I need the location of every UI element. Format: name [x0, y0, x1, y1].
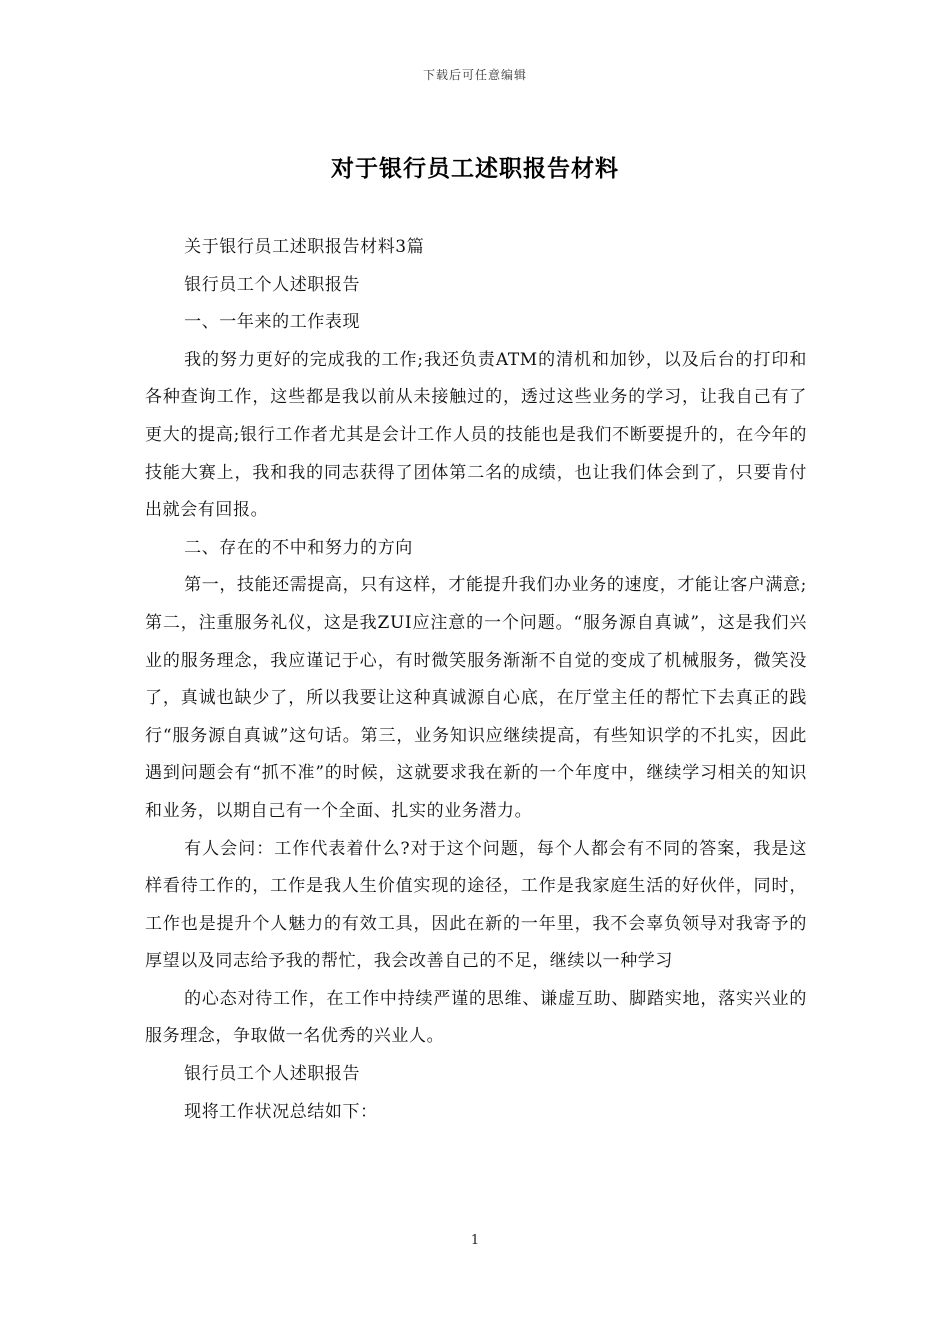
paragraph-heading-performance: 一、一年来的工作表现 — [184, 312, 361, 333]
paragraph-shortcomings: 第一，技能还需提高，只有这样，才能提升我们办业务的速度，才能让客户满意;第二，注重服务礼仪，这是我ZUI应注意的一个问题。“服务源自真诚”，这是我们兴业的服务理念，我应谨记于心，有时微笑服务渐渐不自觉的变成了机械服务，微笑没了，真诚也缺少了，所以我要让这种真诚源自心底，在厅堂主任的帮忙下去真正的践行“服务源自真诚”这句话。第三，业务知识应继续提高，有些知识学的不扎实，因此遇到问题会有“抓不准”的时候，这就要求我在新的一个年度中，继续学习相关的知识和业务，以期自己有一个全面、扎实的业务潜力。 — [145, 575, 807, 821]
paragraph-summary-intro: 现将工作状况总结如下： — [184, 1101, 378, 1122]
paragraph-section-heading-2: 银行员工个人述职报告 — [184, 1064, 361, 1085]
document-body — [145, 229, 807, 1131]
paragraph-performance: 我的努力更好的完成我的工作;我还负责ATM的清机和加钞，以及后台的打印和各种查询工作，这些都是我以前从未接触过的，透过这些业务的学习，让我自己有了更大的提高;银行工作者尤其是会计工作人员的技能也是我们不断要提升的，在今年的技能大赛上，我和我的同志获得了团体第二名的成绩，也让我们体会到了，只要肯付出就会有回报。 — [145, 349, 807, 521]
paragraph-reflection-continued: 的心态对待工作，在工作中持续严谨的思维、谦虚互助、脚踏实地，落实兴业的服务理念，争取做一名优秀的兴业人。 — [145, 988, 807, 1047]
document-title: 对于银行员工述职报告材料 — [331, 155, 619, 182]
paragraph-heading-shortcomings: 二、存在的不中和努力的方向 — [184, 537, 413, 558]
paragraph-reflection: 有人会问：工作代表着什么?对于这个问题，每个人都会有不同的答案，我是这样看待工作的，工作是我人生价值实现的途径，工作是我家庭生活的好伙伴，同时，工作也是提升个人魅力的有效工具，因此在新的一年里，我不会辜负领导对我寄予的厚望以及同志给予我的帮忙，我会改善自己的不足，继续以一种学习 — [145, 838, 807, 972]
paragraph-subtitle: 关于银行员工述职报告材料3篇 — [184, 237, 425, 257]
header-note: 下载后可任意编辑 — [422, 68, 527, 82]
paragraph-section-heading: 银行员工个人述职报告 — [184, 274, 361, 295]
page-number: 1 — [470, 1233, 480, 1248]
